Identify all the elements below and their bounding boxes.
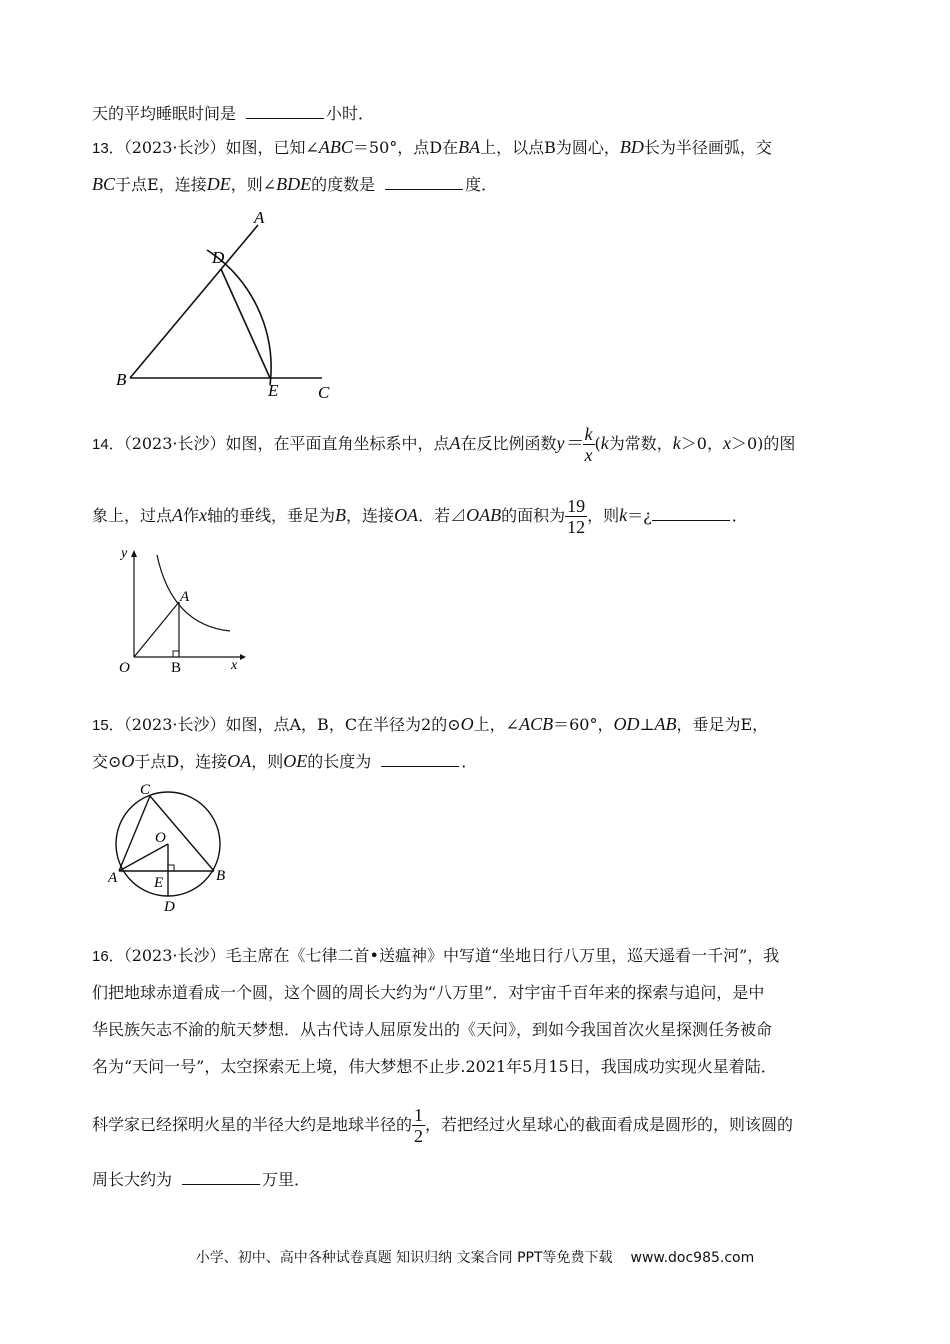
label-y: y [121, 546, 128, 561]
label-a: A [254, 208, 265, 227]
q14-line1: 14．（2023·长沙）如图，在平面直角坐标系中，点A在反比例函数y＝ $\frac{k}{x}$ (k为常数，k＞0，x＞0)的图 [92, 424, 796, 465]
q12-tail: 天的平均睡眠时间是 小时． [92, 104, 375, 123]
q16-line2: 们把地球赤道看成一个圆，这个圆的周长大约为“八万里”．对宇宙千百年来的探索与追问，是中 [92, 983, 765, 1002]
label-c: C [140, 782, 151, 798]
answer-blank[interactable] [246, 104, 324, 119]
label-a: A [180, 589, 190, 605]
q15-line1: 15．（2023·长沙）如图，点A，B，C在半径为2的⊙O上，∠ACB＝60°，OD⊥AB，垂足为E， [92, 714, 769, 734]
label-o: O [155, 830, 166, 846]
segment-oa [134, 602, 179, 657]
q14-figure [112, 545, 252, 675]
label-b: B [216, 868, 226, 884]
footer-text: 小学、初中、高中各种试卷真题 知识归纳 文案合同 PPT等免费下载 [195, 1250, 613, 1266]
segment-ac [119, 796, 150, 871]
fraction-area: $\frac{19}{12}$ [567, 496, 586, 537]
label-c: C [318, 383, 330, 402]
answer-blank[interactable] [385, 175, 463, 190]
label-d: D [164, 899, 175, 915]
label-b: B [171, 660, 182, 675]
fraction-half: $\frac{1}{2}$ [414, 1105, 424, 1146]
q13-line2: BC于点E，连接DE，则∠BDE的度数是 度． [92, 174, 498, 194]
q16-line1: 16．（2023·长沙）毛主席在《七律二首•送瘟神》中写道“坐地日行八万里，巡天遥看一千河”，我 [92, 946, 780, 965]
right-angle-mark [168, 865, 174, 871]
label-b: B [116, 370, 127, 389]
q16-line4: 名为“天问一号”，太空探索无上境，伟大梦想不止步.2021年5月15日，我国成功实现火星着陆． [92, 1057, 777, 1076]
label-e: E [154, 875, 164, 891]
q16-line3: 华民族矢志不渝的航天梦想．从古代诗人屈原发出的《天问》，到如今我国首次火星探测任务被命 [92, 1020, 773, 1039]
right-angle-mark [173, 651, 179, 657]
fraction-k-over-x: $\frac{k}{x}$ [584, 424, 593, 465]
label-a: A [108, 870, 118, 886]
hyperbola [157, 555, 230, 631]
segment-oa [119, 844, 168, 871]
answer-blank[interactable] [182, 1170, 260, 1185]
ray-ba [130, 225, 258, 378]
label-o: O [119, 660, 130, 675]
x-arrow [240, 654, 246, 660]
page-footer [0, 1247, 950, 1267]
q15-figure [108, 780, 238, 915]
q16-line6: 周长大约为 万里． [92, 1170, 311, 1189]
label-d: D [212, 248, 225, 267]
label-e: E [268, 381, 279, 400]
arc [207, 250, 271, 385]
q13-figure [110, 205, 350, 405]
y-arrow [131, 550, 137, 557]
q16-line5: 科学家已经探明火星的半径大约是地球半径的 $\frac{1}{2}$ ，若把经过火星球心的截面看成是圆形的，则该圆的 [92, 1105, 794, 1146]
segment-de [221, 269, 270, 378]
footer-url[interactable]: www.doc985.com [630, 1250, 755, 1266]
label-x: x [231, 658, 238, 673]
q13-line1: 13．（2023·长沙）如图，已知∠ABC＝50°，点D在BA上，以点B为圆心，BD长为半径画弧，交 [92, 137, 772, 157]
q14-line2: 象上，过点A作x轴的垂线，垂足为B，连接OA．若⊿OAB的面积为 $\frac{19}{12}$ ，则k＝¿ ． [92, 496, 748, 537]
answer-blank[interactable] [381, 752, 459, 767]
q15-line2: 交⊙O于点D，连接OA，则OE的长度为 ． [92, 751, 478, 771]
answer-blank[interactable] [652, 506, 730, 521]
